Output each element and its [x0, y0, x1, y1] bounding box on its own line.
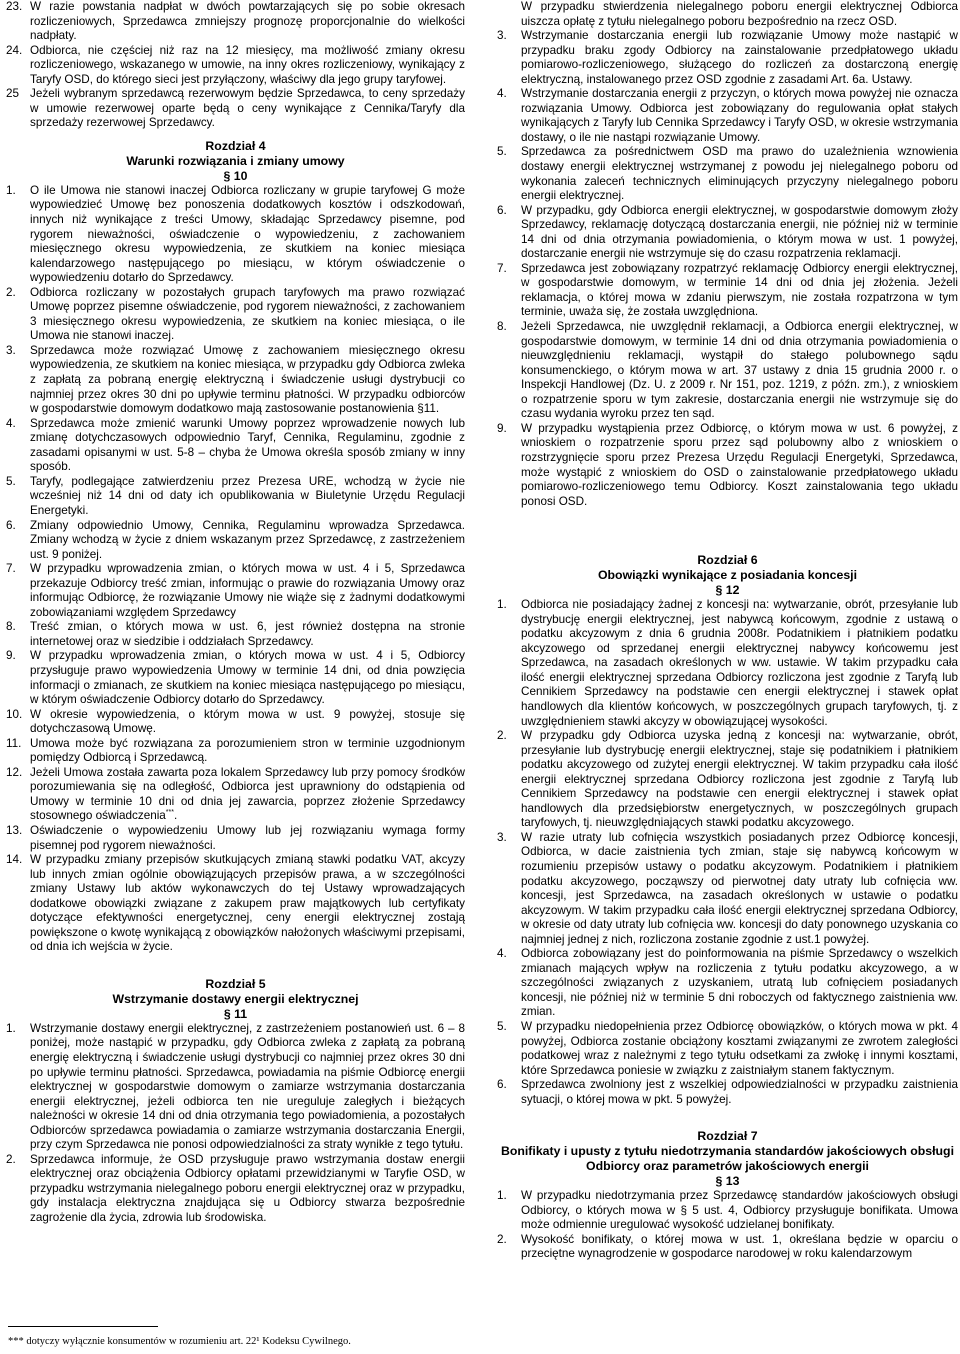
list-item [6, 853, 465, 955]
footnote-rule [8, 1326, 158, 1327]
chapter-title: Rozdział 5 [205, 976, 266, 991]
list-item [6, 286, 465, 344]
continuation-paragraph: W przypadku stwierdzenia nielegalnego poboru energii elektrycznej Odbiorca uiszcza opłatę z tytułu nielegalnego poboru bezpośrednio na rzecz OSD. [521, 0, 958, 28]
item-text: Jeżeli Umowa została zawarta poza lokalem Sprzedawcy lub przy pomocy środków porozumiewania się na odległość, Odbiorca jest uprawniony do odstąpienia od Umowy w terminie 10 dni od dnia jej zawarcia, poprzez złożenie Sprzedawcy stosownego oświadczenia [30, 765, 465, 823]
item-text: Jeżeli Sprzedawca, nie uwzględnił reklamacji, a Odbiorca energii elektrycznej, w gospodarstwie domowym, w terminie 14 dni od dnia otrzymania powiadomienia o nieuwzględnieniu reklamacji, wystąpił do stałego polubownego sądu konsumenckiego, o którym mowa w art. 37 ustawy z dnia 15 grudnia 2000 r. o Inspekcji Handlowej (Dz. U. z 2009 r. Nr 151, poz. 1219, z późn. zm.), z wnioskiem o rozpatrzenie sporu w tym zakresie, dostarczania energii nie wstrzymuje się do czasu wydania wyroku przez ten sąd. [521, 320, 958, 421]
item-text: W przypadku, gdy Odbiorca energii elektrycznej, w gospodarstwie domowym złoży Sprzedawcy, reklamację dotyczącą dostarczania energii, nie później niż w terminie 14 dni od dnia otrzymania powiadomienia, o którym mowa w ust. 1 powyżej, dostarczanie energii nie wstrzymuje się do czasu rozpatrzenia reklamacji. [521, 203, 958, 261]
list-item [6, 824, 465, 853]
footnote: *** dotyczy wyłącznie konsumentów w rozumieniu art. 22¹ Kodeksu Cywilnego. [8, 1336, 351, 1347]
item-text: Wysokość bonifikaty, o której mowa w ust. 1, określana będzie w oparciu o przeciętne wynagrodzenie w gospodarce narodowej w roku kalendarzowym [521, 1232, 958, 1261]
section-number: § 13 [715, 1174, 740, 1189]
list-item [6, 708, 465, 737]
item-text: Odbiorca rozliczany w pozostałych grupach taryfowych ma prawo rozwiązać Umowę poprzez pisemne oświadczenie, pod rygorem nieważności, z zachowaniem 3 miesięcznego okresu wypowiedzenia, ze skutkiem na koniec miesiąca, o ile Umowa nie stanowi inaczej. [30, 285, 465, 343]
list-item [497, 947, 958, 1020]
item-text: W przypadku wystąpienia przez Odbiorcę, o którym mowa w ust. 6 powyżej, z wnioskiem o rozpatrzenie sporu przez sąd polubowny albo z wnioskiem o rozstrzygnięcie sporu przez Prezesa Urzędu Regulacji Energetyki, Sprzedawca, może wystąpić z wnioskiem do OSD o zainstalowanie przedpłatowego układu pomiarowo-rozliczeniowego temu Odbiorcy. Koszt zainstalowania tego układu ponosi OSD. [521, 421, 958, 508]
item-text: Sprzedawca za pośrednictwem OSD ma prawo do uzależnienia wznowienia dostawy energii elektrycznej wstrzymanej z powodu jej nielegalnego poboru od wykonania zaleceń technicznych eliminujących przyczyny nielegalnego poboru energii elektrycznej. [521, 145, 958, 203]
list-item [497, 598, 958, 729]
item-text: W okresie wypowiedzenia, o którym mowa w ust. 9 powyżej, stosuje się dotychczasową Umowę. [30, 707, 465, 736]
list-chapter-7 [497, 1189, 958, 1262]
list-item [6, 417, 465, 475]
item-text: O ile Umowa nie stanowi inaczej Odbiorca rozliczany w grupie taryfowej G może wypowiedzieć Umowę bez ponoszenia dodatkowych kosztów i odszkodowań, innych niż wynikające z treści Umowy, składając Sprzedawcy pisemne, pod rygorem nieważności, oświadczenie o wypowiedzeniu, z zachowaniem miesięcznego okresu wypowiedzenia, ze skutkiem na koniec miesiąca kalendarzowego następującego po miesiącu, w którym oświadczenie o wypowiedzeniu dotarło do Sprzedawcy. [30, 183, 465, 285]
list-item [6, 344, 465, 417]
item-text: Sprzedawca może rozwiązać Umowę z zachowaniem miesięcznego okresu wypowiedzenia, ze skutkiem na koniec miesiąca, w przypadku gdy Odbiorca zwleka z zapłatą za pobraną energię elektryczną i świadczenie usługi dystrybucji co najmniej przez okres 30 dni po upływie terminu płatności. W przypadku odbiorców w gospodarstwie domowym dodatkowo mają zastosowanie postanowienia §11. [30, 343, 465, 416]
item-number: 10. [6, 707, 23, 721]
chapter-subtitle: Bonifikaty i upusty z tytułu niedotrzymania standardów jakościowych obsługi Odbiorcy oraz parametrów jakościowych energii [500, 1144, 954, 1174]
item-text: Wstrzymanie dostawy energii elektrycznej, z zastrzeżeniem postanowień ust. 6 – 8 poniżej, może nastąpić w przypadku, gdy Odbiorca zwleka z zapłatą za pobraną energię elektryczną i świadczenie usługi dystrybucji co najmniej przez okres 30 dni po upływie terminu płatności. Sprzedawca, powiadamia na piśmie Odbiorcę energii elektrycznej w gospodarstwie domowym o zamiarze wstrzymania dostarczania energii elektrycznej, jeżeli odbiorca ten nie ureguluje zaległych i bieżących należności w okresie 14 dni od dnia otrzymania tego powiadomienia, a pozostałych Odbiorców sprzedawca powiadamia o zamiarze wstrzymania dostarczania Energii, przy czym Sprzedawca nie ponosi odpowiedzialności za straty wynikłe z tego tytułu. [30, 1021, 465, 1152]
item-number: 12. [6, 765, 23, 779]
chapter-4-heading [6, 139, 465, 184]
item-number: 6. [6, 518, 16, 532]
item-text: W przypadku wprowadzenia zmian, o których mowa w ust. 4 i 5, Sprzedawca przekazuje Odbiorcy treść zmian, informując o prawie do rozwiązania Umowy oraz informując Odbiorcę, że rozwiązanie Umowy nie wiąże się z żadnymi dodatkowymi zobowiązaniami względem Sprzedawcy [30, 562, 465, 619]
chapter-7-heading [497, 1129, 958, 1189]
item-number: 8. [6, 620, 16, 634]
list-item [6, 562, 465, 620]
chapter-title: Rozdział 4 [205, 138, 266, 153]
item-text-tail: . [173, 809, 178, 823]
list-item [6, 87, 465, 131]
list-item [6, 519, 465, 563]
chapter-subtitle: Warunki rozwiązania i zmiany umowy [126, 153, 345, 168]
chapter-title: Rozdział 7 [697, 1129, 758, 1144]
list-item [6, 184, 465, 286]
item-number: 23. [6, 0, 23, 13]
list-chapter-5 [6, 1022, 465, 1226]
list-item [6, 737, 465, 766]
list-item [497, 1189, 958, 1233]
list-item [497, 29, 958, 87]
item-number: 6. [497, 1078, 507, 1092]
item-number: 2. [497, 1232, 507, 1246]
chapter-6-heading [497, 553, 958, 598]
item-number: 1. [6, 1021, 16, 1035]
list-item [497, 729, 958, 831]
item-text: Taryfy, podlegające zatwierdzeniu przez Prezesa URE, wchodzą w życie nie wcześniej niż 14 dni od daty ich opublikowania w Biuletynie Urzędu Regulacji Energetyki. [30, 474, 465, 517]
chapter-subtitle: Obowiązki wynikające z posiadania koncesji [597, 568, 857, 583]
right-column [497, 0, 958, 1262]
item-text: Sprzedawca jest zobowiązany rozpatrzyć reklamację Odbiorcy energii elektrycznej, w gospodarstwie domowym, w terminie 14 dni od dnia jej złożenia. Jeżeli reklamacja, o której mowa w zdaniu pierwszym, nie została rozpatrzona w tym terminie, uważa się, że została uwzględniona. [521, 261, 958, 319]
list-chapter-6 [497, 598, 958, 1107]
item-number: 9. [497, 421, 507, 435]
footnote-marker: *** [165, 809, 174, 817]
list-item [6, 0, 465, 44]
item-number: 8. [497, 320, 507, 334]
item-number: 2. [6, 285, 16, 299]
item-text: Zmiany odpowiednio Umowy, Cennika, Regulaminu wprowadza Sprzedawca. Zmiany wchodzą w życie z dniem wskazanym przez Sprzedawcę, z zastrzeżeniem ust. 9 poniżej. [30, 518, 465, 561]
item-text: Odbiorca, nie częściej niż raz na 12 miesięcy, ma możliwość zmiany okresu rozliczeniowego, wskazanego w umowie, na inny okres rozliczeniowy, wynikający z Taryfy OSD, do którego sieci jest przyłączony, właściwy dla jego grupy taryfowej. [30, 43, 465, 86]
list-item [6, 44, 465, 88]
chapter-subtitle: Wstrzymanie dostawy energii elektrycznej [112, 991, 359, 1006]
item-text: Sprzedawca informuje, że OSD przysługuje prawo wstrzymania dostaw energii elektrycznej oraz obciążenia Odbiorcy opłatami przewidzianymi w Taryfie OSD, w przypadku wstrzymania nielegalnego poboru energii elektrycznej oraz w przypadku, gdy instalacja elektryczna znajdująca się u Odbiorcy stwarza bezpośrednie zagrożenie dla życia, zdrowia lub środowiska. [30, 1152, 465, 1225]
item-text: Sprzedawca może zmienić warunki Umowy poprzez wprowadzenie nowych lub zmianę dotychczasowych odpowiednio Taryf, Cennika, Regulaminu, zgodnie z zasadami opisanymi w ust. 5-8 – chyba że Umowa określa sposób zmiany w inny sposób. [30, 416, 465, 474]
chapter-5-heading [6, 977, 465, 1022]
item-text: W razie powstania nadpłat w dwóch powtarzających się po sobie okresach rozliczeniowych, Sprzedawca zmniejszy prognozę proporcjonalnie do wielkości nadpłaty. [30, 0, 465, 43]
item-number: 4. [497, 87, 507, 101]
list-chapter-4 [6, 184, 465, 955]
list-item [497, 145, 958, 203]
item-text: Sprzedawca zwolniony jest z wszelkiej odpowiedzialności w przypadku zaistnienia sytuacji, o której mowa w pkt. 5 powyżej. [521, 1078, 958, 1106]
list-item [6, 649, 465, 707]
item-number: 1. [497, 1189, 507, 1203]
item-number: 3. [6, 343, 16, 357]
item-text: Jeżeli wybranym sprzedawcą rezerwowym będzie Sprzedawca, to ceny sprzedaży w umowie rezerwowej oparte będą o ceny wynikające z Cennika/Taryfy dla sprzedaży rezerwowej Sprzedawcy. [30, 87, 465, 130]
item-number: 5. [6, 474, 16, 488]
item-number: 5. [497, 145, 507, 159]
item-text: Wstrzymanie dostarczania energii z przyczyn, o których mowa powyżej nie oznacza rozwiązania Umowy. Odbiorca jest zobowiązany do regulowania opłat stałych wynikających z Taryfy lub Cennika Sprzedawcy i Taryfy OSD, w okresie wstrzymania dostawy, o ile nie nastąpi rozwiązanie Umowy. [521, 87, 958, 144]
item-number: 2. [497, 729, 507, 743]
list-chapter-5-cont [497, 29, 958, 509]
section-number: § 10 [223, 168, 248, 183]
item-number: 3. [497, 29, 507, 43]
item-text: W przypadku wprowadzenia zmian, o których mowa w ust. 4 i 5, Odbiorcy przysługuje prawo wypowiedzenia Umowy w terminie 14 dni, od dnia powzięcia informacji o zmianach, ze skutkiem na koniec miesiąca następującego po miesiącu, w którym oświadczenie Odbiorcy dotarło do Sprzedawcy. [30, 649, 465, 707]
list-item [497, 320, 958, 422]
item-number: 4. [497, 947, 507, 961]
item-text: Odbiorca nie posiadający żadnej z koncesji na: wytwarzanie, obrót, przesyłanie lub dystrybucję energii elektrycznej, jest nabywcą końcowym, zgodnie z ustawą o podatku akcyzowym z dnia 6 grudnia 2008r. Podatnikiem i płatnikiem podatku akcyzowego od sprzedanej energii elektrycznej nabywcy końcowemu jest Sprzedawca, na zasadach określonych w ww. ustawie. W takim przypadku cała ilość energii elektrycznej sprzedana Odbiorcy rozliczona jest zgodnie z Taryfą lub Cennikiem Sprzedawcy na podstawie cen energii elektrycznej i stawek opłat handlowych dla klientów końcowych, w poszczególnych grupach taryfowych, tj. z uwzględnieniem stawki akcyzy w obowiązującej wysokości. [521, 598, 958, 728]
item-number: 1. [497, 598, 507, 612]
list-item [497, 1020, 958, 1078]
item-text: Umowa może być rozwiązana za porozumieniem stron w terminie uzgodnionym pomiędzy Odbiorcą i Sprzedawcą. [30, 736, 465, 765]
section-number: § 12 [715, 583, 740, 598]
item-number: 5. [497, 1020, 507, 1033]
list-item [6, 1022, 465, 1153]
item-number: 7. [6, 562, 16, 576]
item-number: 4. [6, 416, 16, 430]
list-item [497, 262, 958, 320]
item-number: 9. [6, 649, 16, 663]
item-number: 3. [497, 830, 507, 844]
list-top [6, 0, 465, 131]
item-text: W razie utraty lub cofnięcia wszystkich posiadanych przez Odbiorcę koncesji, Odbiorca, w dacie zaistnienia tych zmian, staje się nabywcą końcowym w rozumieniu przepisów ustawy o podatku akcyzowym. Podatnikiem i płatnikiem podatku akcyzowego, począwszy od pierwotnej daty utraty lub cofnięcia ww. koncesji, jest Sprzedawca, na zasadach określonych w ustawie o podatku akcyzowym. W takim przypadku cała ilość energii elektrycznej sprzedana Odbiorcy, w okresie od daty utraty lub cofnięcia ww. koncesji do daty ponownego uzyskania co najmniej jednej z nich, rozliczona zostanie zgodnie z ust.1 powyżej. [521, 830, 958, 946]
item-number: 24. [6, 43, 23, 57]
item-number: 25 [6, 87, 20, 101]
item-number: 11. [6, 736, 22, 750]
item-text: W przypadku gdy Odbiorca uzyska jedną z koncesji na: wytwarzanie, obrót, przesyłanie lub dystrybucję energii elektrycznej, staje się podatnikiem i płatnikiem podatku akcyzowego od zużytej energii elektrycznej. W takim przypadku cała ilość energii elektrycznej sprzedana Odbiorcy rozliczona jest zgodnie z Taryfą lub Cennikiem Sprzedawcy na podstawie cen energii elektrycznej i stawek opłat handlowych dla przedsiębiorstw energetycznych, w poszczególnych grupach taryfowych, tj. nieuwzględniających stawki podatku akcyzowego. [521, 729, 958, 830]
list-item [497, 1233, 958, 1262]
item-text: Wstrzymanie dostarczania energii lub rozwiązanie Umowy może nastąpić w przypadku braku zgody Odbiorcy na zainstalowanie przedpłatowego układu pomiarowo-rozliczeniowego, służącego do rozliczeń za dostarczoną energię elektryczną, instalowanego przez OSD zgodnie z zasadami Art. 6a. Ustawy. [521, 29, 958, 86]
list-item [497, 204, 958, 262]
left-column [6, 0, 465, 1226]
item-text: Odbiorca zobowiązany jest do poinformowania na piśmie Sprzedawcy o wszelkich zmianach mających wpływ na rozliczenia z tytułu podatku akcyzowego, a w szczególności związanych z uzyskaniem, utratą lub cofnięciem posiadanych koncesji, nie później niż w terminie 5 dni roboczych od faktycznego zaistnienia ww. zmian. [521, 947, 958, 1019]
list-item [6, 766, 465, 824]
section-number: § 11 [223, 1006, 248, 1021]
chapter-title: Rozdział 6 [697, 553, 758, 568]
list-item [497, 422, 958, 509]
item-number: 6. [497, 203, 507, 217]
item-number: 2. [6, 1152, 16, 1166]
item-number: 13. [6, 823, 23, 837]
item-number: 7. [497, 261, 507, 275]
item-number: 1. [6, 183, 16, 197]
item-text: Treść zmian, o których mowa w ust. 6, jest również dostępna na stronie internetowej oraz w siedzibie i oddziałach Sprzedawcy. [30, 620, 465, 648]
list-item [497, 831, 958, 947]
list-item [497, 1078, 958, 1107]
item-number: 14. [6, 853, 23, 867]
item-text: W przypadku niedopełnienia przez Odbiorcę obowiązków, o których mowa w pkt. 4 powyżej, Odbiorca zostanie obciążony kosztami związanymi ze zwrotem zaległości podatkowej wraz z należnymi z tego tytułu odsetkami za zwłokę i innymi kosztami, które Sprzedawca poniesie w związku z zaistniałym stanem faktycznym. [521, 1020, 958, 1077]
list-item [6, 475, 465, 519]
item-text: W przypadku zmiany przepisów skutkujących zmianą stawki podatku VAT, akcyzy lub innych zmian ogólnie obowiązujących przepisów prawa, a w szczególności zmiany Ustawy lub aktów wykonawczych do tej Ustawy wprowadzających dodatkowe obowiązki związane z zakupem praw majątkowych lub certyfikaty dotyczące efektywności energetycznej, ceny energii elektrycznej zostają powiększone o kwotę wynikającą z obowiązków nałożonych właściwymi przepisami, od dnia ich wejścia w życie. [30, 853, 465, 954]
item-text: W przypadku niedotrzymania przez Sprzedawcę standardów jakościowych obsługi Odbiorcy, o których mowa w § 5 ust. 4, Odbiorcy przysługuje bonifikata. Umowa może odmiennie uregulować wysokość udzielanej bonifikaty. [521, 1189, 958, 1232]
list-item [6, 1153, 465, 1226]
list-item [497, 87, 958, 145]
list-item [6, 620, 465, 649]
item-text: Oświadczenie o wypowiedzeniu Umowy lub jej rozwiązaniu wymaga formy pisemnej pod rygorem nieważności. [30, 823, 465, 852]
